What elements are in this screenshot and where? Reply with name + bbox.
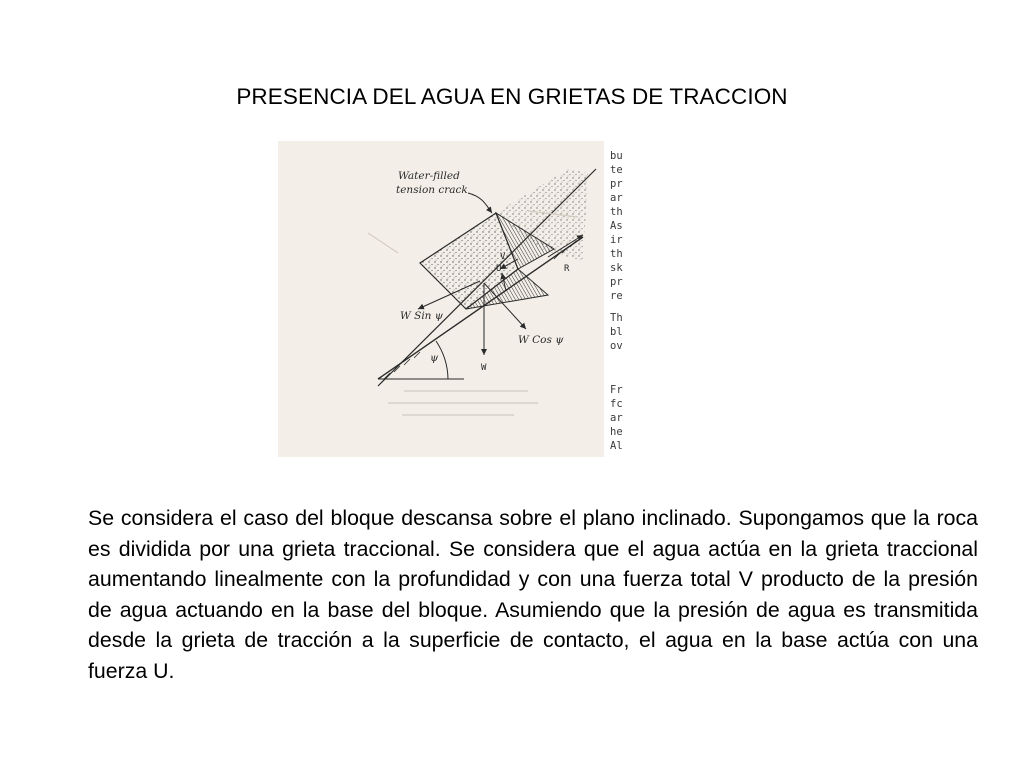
callout-line2: tension crack [396, 184, 468, 196]
callout-line1: Water-filled [398, 170, 460, 182]
label-r: R [564, 264, 570, 274]
svg-text:pr: pr [610, 178, 623, 190]
svg-text:Fr: Fr [610, 384, 623, 396]
svg-text:te: te [610, 164, 623, 176]
svg-text:As: As [610, 220, 623, 232]
tension-crack-diagram [278, 141, 630, 457]
svg-text:Al: Al [610, 440, 623, 452]
svg-text:th: th [610, 206, 623, 218]
svg-text:fc: fc [610, 398, 623, 410]
svg-text:sk: sk [610, 262, 623, 274]
label-w: W [481, 363, 487, 373]
svg-text:bu: bu [610, 150, 623, 162]
svg-text:ar: ar [610, 412, 623, 424]
svg-text:th: th [610, 248, 623, 260]
label-v: V [500, 252, 506, 262]
svg-text:ir: ir [610, 234, 623, 246]
svg-text:pr: pr [610, 276, 623, 288]
margin-text-fragments [610, 150, 623, 452]
svg-text:ov: ov [610, 340, 623, 352]
callout-leader [468, 193, 492, 213]
body-paragraph: Se considera el caso del bloque descansa sobre el plano inclinado. Supongamos que la roca es dividida por una grieta traccional. Se considera que el agua actúa en la grieta traccional aumentando linealmente con la profundidad y con una fuerza total V producto de la presión de agua actuando en la base del bloque. Asumiendo que la presión de agua es transmitida desde la grieta de tracción a la superficie de contacto, el agua en la base actúa con una fuerza U. [88, 506, 978, 683]
svg-text:re: re [610, 290, 623, 302]
svg-text:Th: Th [610, 312, 623, 324]
slide-title: PRESENCIA DEL AGUA EN GRIETAS DE TRACCION [236, 84, 788, 109]
svg-text:ar: ar [610, 192, 623, 204]
label-w-sin: W Sin ψ [400, 310, 444, 322]
svg-text:he: he [610, 426, 623, 438]
label-u: U [496, 264, 502, 274]
label-psi: ψ [430, 352, 439, 364]
scanned-figure [278, 141, 630, 457]
svg-text:bl: bl [610, 326, 623, 338]
label-w-cos: W Cos ψ [518, 334, 564, 346]
